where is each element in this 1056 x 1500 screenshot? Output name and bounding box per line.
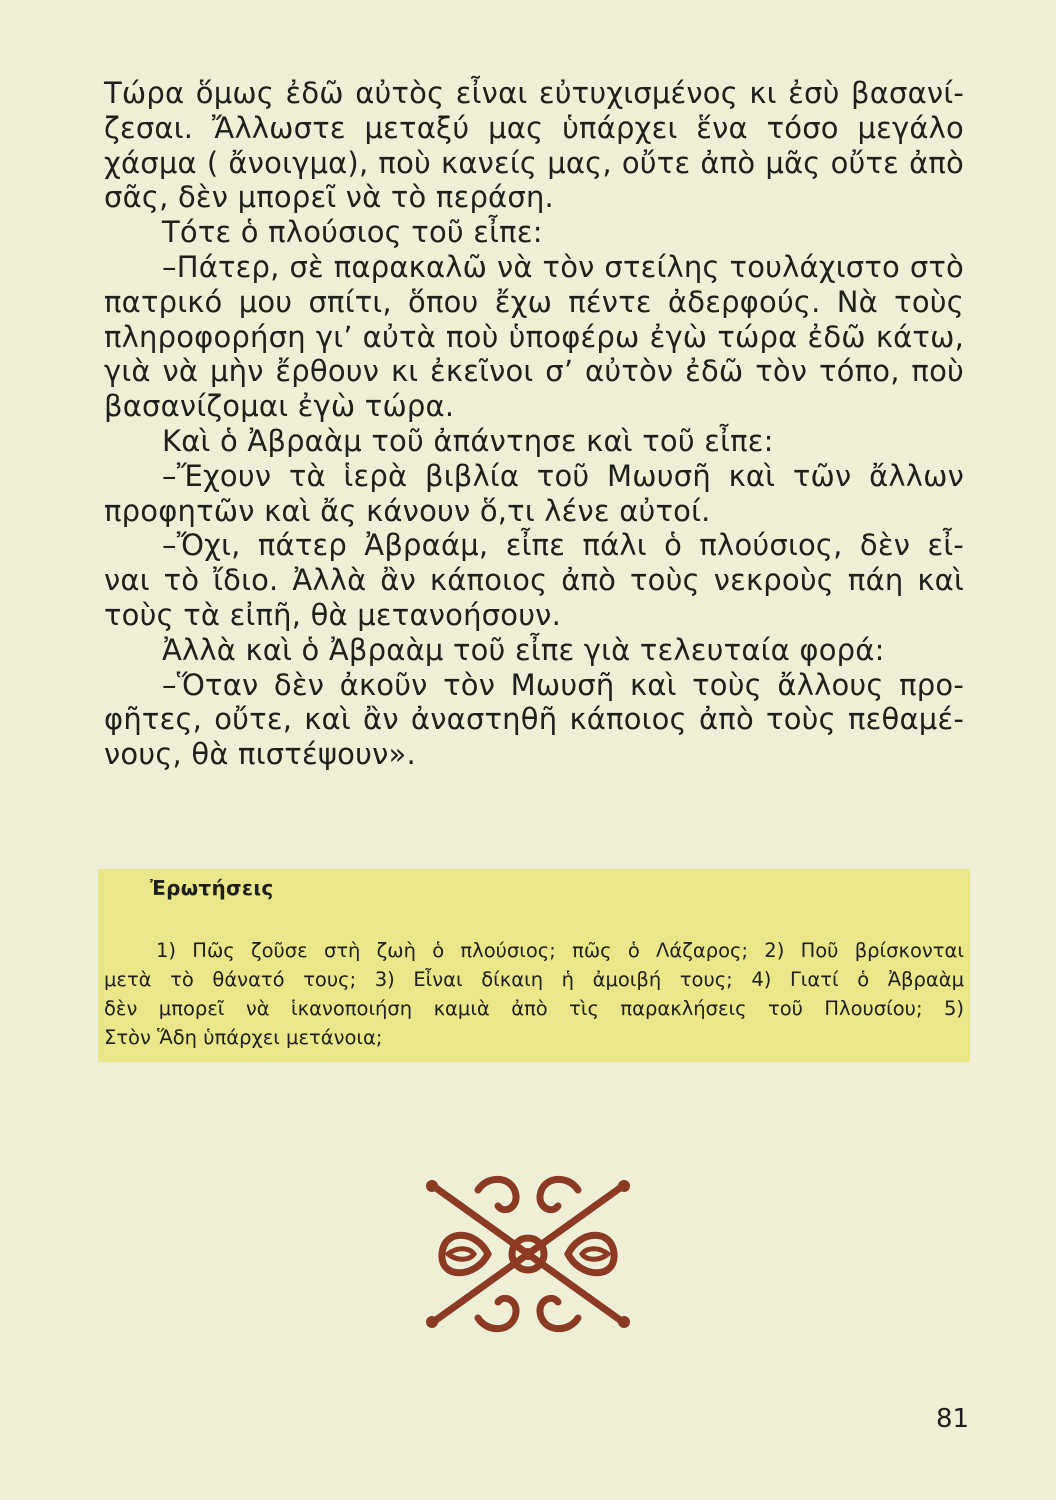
text-line: ναι τὸ ἴδιο. Ἀλλὰ ἂν κάποιος ἀπὸ τοὺς νεκροὺς πάη καὶ [104, 563, 964, 598]
decorative-ornament-icon [418, 1168, 638, 1340]
question-line: 1) Πῶς ζοῦσε στὴ ζωὴ ὁ πλούσιος; πῶς ὁ Λάζαρος; 2) Ποῦ βρίσκονται [156, 939, 964, 962]
text-line: –Πάτερ, σὲ παρακαλῶ νὰ τὸν στείλης τουλάχιστο στὸ [162, 249, 964, 284]
text-line: Τώρα ὅμως ἐδῶ αὐτὸς εἶναι εὐτυχισμένος κι ἐσὺ βασανί- [104, 76, 964, 110]
questions-text [104, 936, 964, 1052]
text-line: προφητῶν καὶ ἄς κάνουν ὅ,τι λένε αὐτοί. [104, 493, 711, 528]
text-line: –Ἔχουν τὰ ἱερὰ βιβλία τοῦ Μωυσῆ καὶ τῶν ἄλλων [162, 458, 964, 493]
question-line: δὲν μπορεῖ νὰ ἱκανοποιήση καμιὰ ἀπὸ τὶς παρακλήσεις τοῦ Πλουσίου; 5) [104, 997, 964, 1020]
text-line: βασανίζομαι ἐγὼ τώρα. [104, 389, 455, 424]
text-line: –Ὅταν δὲν ἀκοῦν τὸν Μωυσῆ καὶ τοὺς ἄλλους προ- [162, 667, 964, 702]
text-line: τοὺς τὰ εἰπῆ, θὰ μετανοήσουν. [104, 597, 561, 632]
page-number: 81 [936, 1404, 970, 1434]
text-line: γιὰ νὰ μὴν ἔρθουν κι ἐκεῖνοι σ’ αὐτὸν ἐδῶ τὸν τόπο, ποὺ [104, 354, 964, 389]
body-text [104, 76, 964, 772]
question-line: μετὰ τὸ θάνατό τους; 3) Εἶναι δίκαιη ἡ ἀμοιβή τους; 4) Γιατί ὁ Ἀβραὰμ [104, 968, 964, 991]
text-line: Τότε ὁ πλούσιος τοῦ εἶπε: [162, 215, 543, 250]
text-line: Ἀλλὰ καὶ ὁ Ἀβραὰμ τοῦ εἶπε γιὰ τελευταία φορά: [162, 632, 885, 667]
text-line: φῆτες, οὔτε, καὶ ἂν ἀναστηθῆ κάποιος ἀπὸ τοὺς πεθαμέ- [104, 702, 964, 737]
text-line: σᾶς, δὲν μπορεῖ νὰ τὸ περάση. [104, 180, 554, 215]
question-line: Στὸν Ἅδη ὑπάρχει μετάνοια; [104, 1026, 383, 1049]
text-line: –Ὄχι, πάτερ Ἀβραάμ, εἶπε πάλι ὁ πλούσιος, δὲν εἶ- [162, 528, 964, 563]
text-line: πληροφορήση γι’ αὐτὰ ποὺ ὑποφέρω ἐγὼ τώρα ἐδῶ κάτω, [104, 319, 964, 354]
text-line: ζεσαι. Ἄλλωστε μεταξύ μας ὑπάρχει ἕνα τόσο μεγάλο [104, 110, 964, 145]
text-line: χάσμα ( ἄνοιγμα), ποὺ κανείς μας, οὔτε ἀπὸ μᾶς οὔτε ἀπὸ [104, 145, 964, 180]
questions-heading: Ἐρωτήσεις [150, 876, 274, 900]
text-line: Καὶ ὁ Ἀβραὰμ τοῦ ἀπάντησε καὶ τοῦ εἶπε: [162, 423, 774, 458]
text-line: πατρικό μου σπίτι, ὅπου ἔχω πέντε ἀδερφούς. Νὰ τοὺς [104, 284, 964, 319]
text-line: νους, θὰ πιστέψουν». [104, 737, 416, 772]
